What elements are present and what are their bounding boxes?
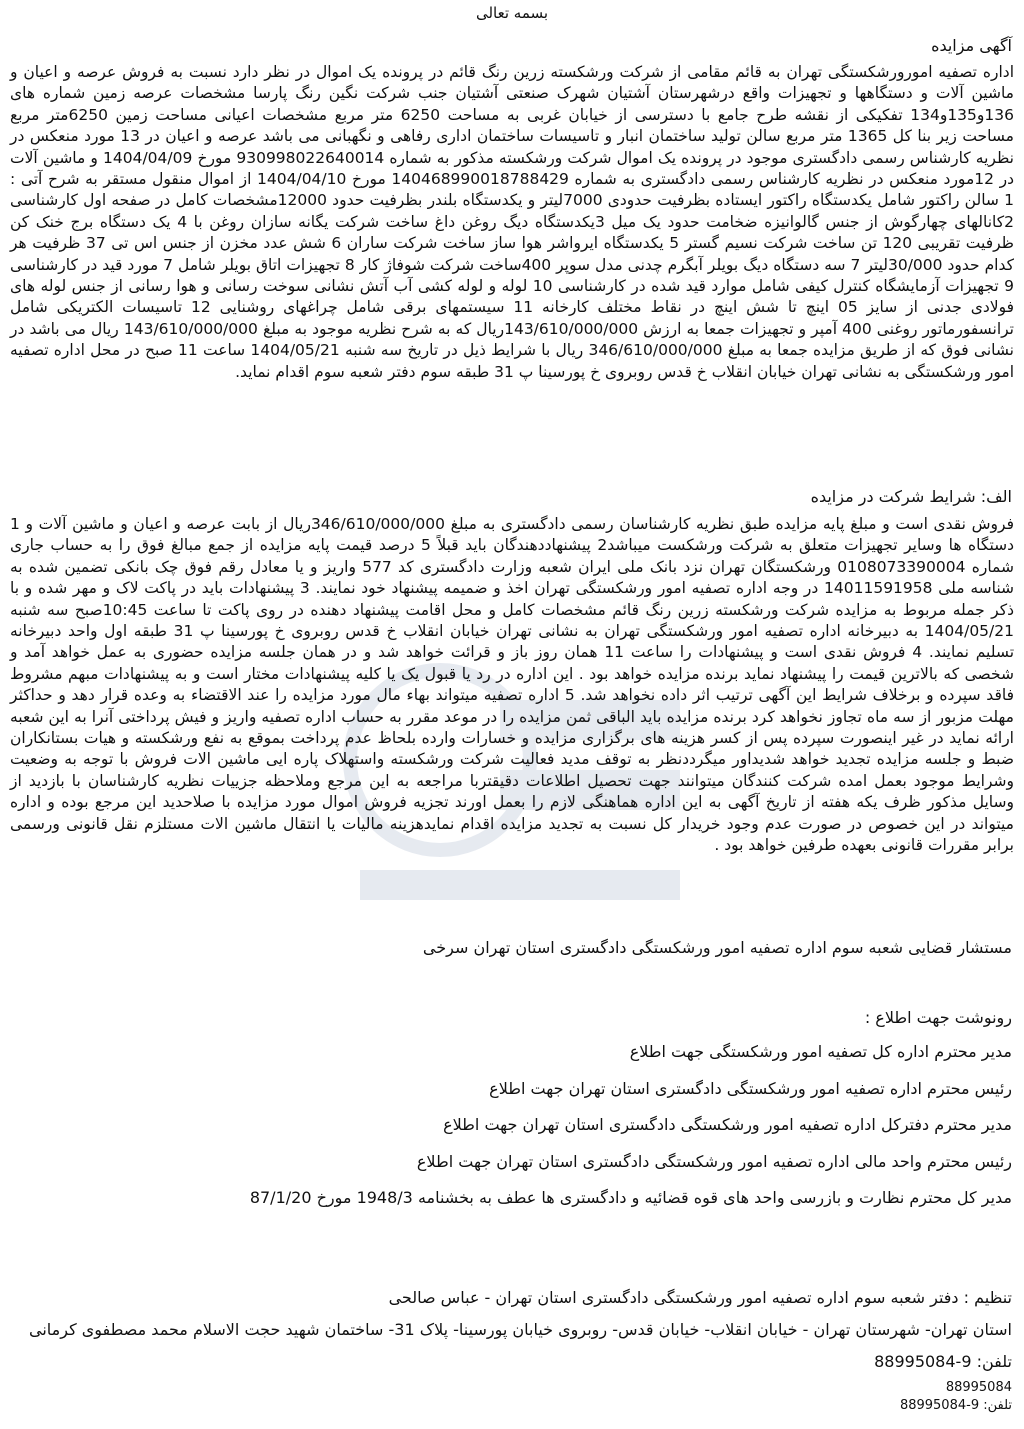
cc-item: مدیر محترم دفترکل اداره تصفیه امور ورشکستگی دادگستری استان تهران جهت اطلاع: [443, 1115, 1012, 1135]
phone-line: تلفن: 9-88995084: [874, 1352, 1012, 1371]
phone-number-small: 88995084: [945, 1380, 1012, 1395]
notice-title: آگهی مزایده: [931, 36, 1012, 55]
basmala-heading: بسمه تعالی: [475, 4, 549, 22]
phone-line-small: تلفن: 9-88995084: [899, 1398, 1012, 1413]
prepared-by-line: تنظیم : دفتر شعبه سوم اداره تصفیه امور ورشکستگی دادگستری استان تهران - عباس صالحی: [388, 1288, 1012, 1307]
notice-body-paragraph: اداره تصفیه امورورشکستگی تهران به قائم مقامی از شرکت ورشکسته زرین رنگ قائم در پرونده یک اموال در نظر دارد نسبت به فروش عرصه و اعیان و ماشین آلات و دستگاهها و تجهیزات واقع درشهرستان آشتیان شهرک صنعتی آشتیان جنب شرکت نگین رنگ پارسا مشخصات عرصه زمین شماره های 136و135و134 تفکیکی از نقشه طرح جامع با دسترسی از خیابان غربی به مساحت 6250 متر مربع مشخصات اعیانی مساحت زمین 6250متر مربع مساحت زیر بنا کل 1365 متر مربع سالن تولید ساختمان انبار و تاسیسات ساختمان اداری رفاهی و نگهبانی می باشد عرصه و اعیان در 13 مورد منعکس در نظریه کارشناس رسمی دادگستری موجود در پرونده یک اموال شرکت ورشکسته مذکور به شماره 930998022640014 مورخ 1404/04/09 و ماشین آلات در 12مورد منعکس در نظریه کارشناس رسمی دادگستری به شماره 140468990018788429 مورخ 1404/04/10 از اموال منقول مستقر به شرح آتی : 1 سالن راکتور شامل یکدستگاه راکتور ایستاده بظرفیت حدودی 7000لیتر و یکدستگاه بلندر بظرفیت حدود 12000مشخصات کامل در صفحه اول کارشناسی 2کانالهای چهارگوش از جنس گالوانیزه ضخامت حدود یک میل 3یکدستگاه دیگ روغن داغ ساخت شرکت یگانه سازان روغن با 4 یک دستگاه برج خنک کن ظرفیت تقریبی 120 تن ساخت شرکت نسیم گستر 5 یکدستگاه ایرواشر هوا ساز ساخت شرکت ساران 6 شش عدد مخزن از جنس اس تی 37 ظرفیت هر کدام حدود 30/000لیتر 7 سه دستگاه دیگ بویلر آبگرم چدنی مدل سوپر 400ساخت شرکت شوفاژ کار 8 تجهیزات اتاق بویلر شامل 7 مورد قید در کارشناسی 9 تجهیزات آزمایشگاه کنترل کیفی شامل موارد قید شده در کارشناسی 10 لوله و لوله کشی آب آتش نشانی سوخت رسانی و هوا رسانی از جنس لوله های فولادی جدنی از سایز 05 اینچ تا شش اینچ در نقاط مختلف کارخانه 11 سیستمهای برقی شامل چراغهای روشنایی 12 تاسیسات الکتریکی شامل ترانسفورماتور روغنی 400 آمپر و تجهیزات جمعا به ارزش 143/610/000/000ریال که به شرح نظریه موجود به مبلغ 143/610/000/000 ریال می باشد در نشانی فوق که از طریق مزایده جمعا به مبلغ 346/610/000/000 ریال با شرایط ذیل در تاریخ سه شنبه 1404/05/21 ساعت 11 صبح در محل اداره تصفیه امور ورشکستگی به نشانی تهران خیابان انقلاب خ قدس روبروی خ پورسینا پ 31 طبقه سوم دفتر شعبه سوم اقدام نماید.: [10, 63, 1015, 381]
cc-item: رئیس محترم واحد مالی اداره تصفیه امور ورشکستگی دادگستری استان تهران جهت اطلاع: [416, 1151, 1012, 1171]
conditions-section-title: الف: شرایط شرکت در مزایده: [810, 487, 1012, 506]
cc-title: رونوشت جهت اطلاع :: [864, 1008, 1012, 1027]
cc-item: مدیر محترم اداره کل تصفیه امور ورشکستگی جهت اطلاع: [629, 1042, 1012, 1061]
conditions-paragraph: فروش نقدی است و مبلغ پایه مزایده طبق نظریه کارشناسان رسمی دادگستری به مبلغ 346/610/000/000ریال از بابت عرصه و اعیان و ماشین آلات و 1 دستگاه ها وسایر تجهیزات متعلق به شرکت ورشکست میباشد2 پیشنهاددهندگان باید قبلاً 5 درصد قیمت پایه مزایده از جمع مبالغ فوق را به حساب جاری شماره 0108073390004 ورشکستگان تهران نزد بانک ملی ایران شعبه وزارت دادگستری کد 577 واریز و یا معادل رقم فوق چک بانکی تضمین شده به شناسه ملی 14011591958 در وجه اداره تصفیه امور ورشکستگی تهران اخذ و ضمیمه پیشنهاد خود نمایند. 3 پیشنهادات باید در پاکت لاک و مهر شده و با ذکر جمله مربوط به مزایده شرکت ورشکسته زرین رنگ قائم مشخصات کامل و محل اقامت پیشنهاد دهنده در روی پاکت تا ساعت 10:45صبح سه شنبه 1404/05/21 به دبیرخانه اداره تصفیه امور ورشکستگی تهران به نشانی تهران خیابان انقلاب خ قدس روبروی خ پورسینا پ 31 طبقه اول واحد دبیرخانه تسلیم نمایند. 4 فروش نقدی است و پیشنهادات را ساعت 11 همان روز باز و قرائت خواهد شد و در همان جلسه مزایده حضوری به عمل خواهد آمد و شخصی که بالاترین قیمت را پیشنهاد نماید برنده مزایده خواهد بود . این اداره در رد یا قبول یک یا کلیه پیشنهادات مختار است و به پیشنهادات مبهم مشروط فاقد سپرده و برخلاف شرایط این آگهی ترتیب اثر داده نخواهد شد. 5 اداره تصفیه میتواند بهاء مال مورد مزایده را عند الاقتضاء به وعده قرار دهد و حداکثر مهلت مزبور از سه ماه تجاوز نخواهد کرد برنده مزایده باید الباقی ثمن مزایده را در موعد مقرر به حساب اداره تصفیه واریز و فیش پرداختی آنرا به این شعبه ارائه نماید در غیر اینصورت سپرده پس از کسر هزینه های برگزاری مزایده و خسارات وارده بلحاظ عدم پرداخت بموقع به نفع ورشکسته و هیات بستانکاران ضبط و جلسه مزایده تجدید خواهد شدیداور میگرددنظر به توقف مدید فعالیت شرکت ورشکسته واستهلاک پاره ایی ماشین الات فروش با توجه به وضعیت وشرایط موجود بعمل امده شرکت کنندگان میتوانند جهت تحصیل اطلاعات دقیقتربا مراجعه به این مرجع وملاحظه جزییات نظریه کارشناسان با بازدید از وسایل مذکور ظرف یکه هفته از تاریخ آگهی به این اداره هماهنگی لازم را بعمل اورند تجزیه فروش اموال مورد مزایده با صلاحدید این مرجع بوده و اداره میتواند در این خصوص در صورت عدم وجود خریدار کل نسبت به تجدید مزایده اقدام نمایدهزینه مالیات یا انتقال ماشین الات مستلزم نقل قانونی ورسمی برابر مقررات قانونی بعهده طرفین خواهد بود .: [10, 515, 1015, 855]
cc-list: [250, 1040, 1012, 1223]
cc-item: رئیس محترم اداره تصفیه امور ورشکستگی دادگستری استان تهران جهت اطلاع: [489, 1078, 1012, 1098]
cc-item: مدیر کل محترم نظارت و بازرسی واحد های قوه قضائیه و دادگستری ها عطف به بخشنامه 1948/3 مورخ 87/1/20: [249, 1188, 1012, 1208]
signer-line: مستشار قضایی شعبه سوم اداره تصفیه امور ورشکستگی دادگستری استان تهران سرخی: [422, 938, 1012, 957]
address-line: استان تهران- شهرستان تهران - خیابان انقلاب- خیابان قدس- روبروی خیابان پورسینا- پلاک 31- ساختمان شهید حجت الاسلام محمد مصطفوی کرمانی: [29, 1320, 1012, 1339]
